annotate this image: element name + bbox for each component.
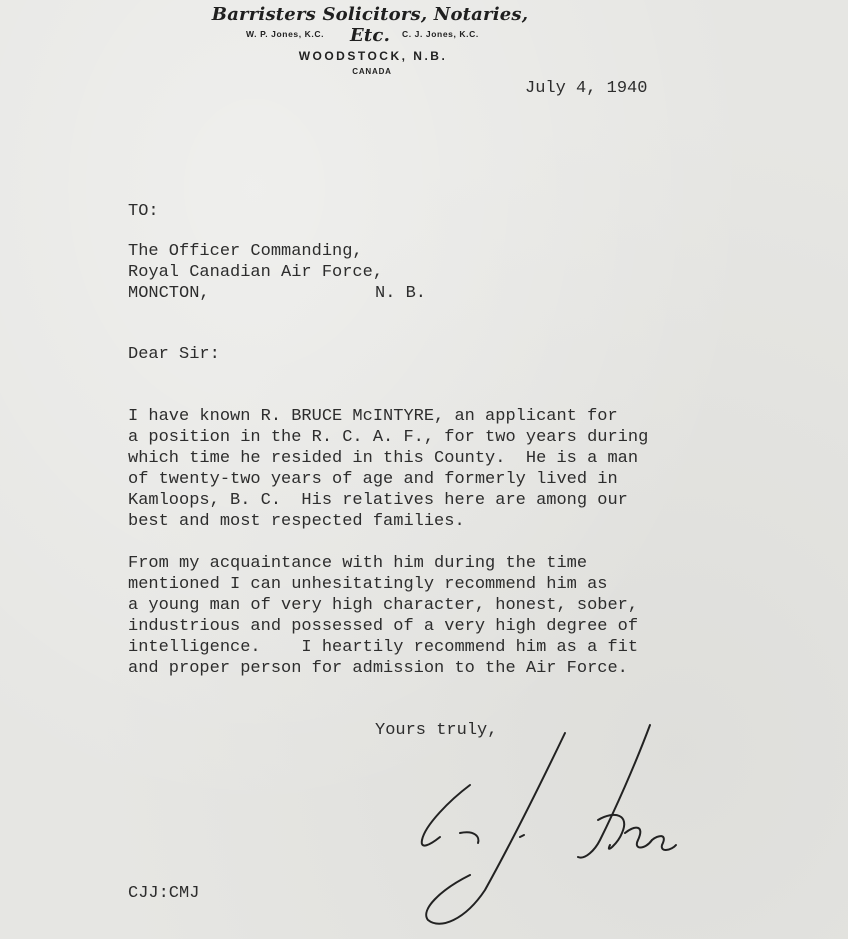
- body-line: best and most respected families.: [128, 512, 465, 531]
- signature-stroke: [652, 836, 676, 850]
- body-line: which time he resided in this County. He is a man: [128, 449, 639, 468]
- body-line: Kamloops, B. C. His relatives here are among our: [128, 491, 628, 510]
- signature-stroke: [520, 835, 524, 837]
- signature-stroke: [426, 733, 565, 924]
- recipient-province: N. B.: [375, 284, 427, 303]
- partner-left: W. P. Jones, K.C.: [246, 29, 325, 39]
- typist-initials: CJJ:CMJ: [128, 884, 200, 903]
- signature-stroke: [598, 815, 624, 849]
- letterhead-country: CANADA: [352, 67, 392, 76]
- body-line: intelligence. I heartily recommend him as a fit: [128, 638, 639, 657]
- firm-name: Barristers Solicitors, Notaries, Etc.: [211, 4, 529, 46]
- signature: [400, 715, 700, 935]
- body-line: mentioned I can unhesitatingly recommend him as: [128, 575, 608, 594]
- body-line: of twenty-two years of age and formerly lived in: [128, 470, 618, 489]
- body-line: a young man of very high character, honest, sober,: [128, 596, 639, 615]
- partner-right: C. J. Jones, K.C.: [402, 29, 479, 39]
- body-line: and proper person for admission to the Air Force.: [128, 659, 628, 678]
- signature-stroke: [625, 828, 652, 848]
- body-line: From my acquaintance with him during the time: [128, 554, 588, 573]
- signature-stroke: [422, 785, 470, 846]
- body-line: a position in the R. C. A. F., for two years during: [128, 428, 649, 447]
- recipient-line: The Officer Commanding,: [128, 242, 363, 261]
- closing: Yours truly,: [375, 721, 498, 740]
- letter-date: July 4, 1940: [525, 79, 648, 98]
- recipient-city: MONCTON,: [128, 284, 210, 303]
- recipient-line: Royal Canadian Air Force,: [128, 263, 384, 282]
- salutation: Dear Sir:: [128, 345, 220, 364]
- to-label: TO:: [128, 202, 159, 221]
- body-line: industrious and possessed of a very high degree of: [128, 617, 639, 636]
- body-line: I have known R. BRUCE McINTYRE, an applicant for: [128, 407, 618, 426]
- signature-stroke: [460, 832, 478, 843]
- letterhead-city: WOODSTOCK, N.B.: [298, 49, 448, 63]
